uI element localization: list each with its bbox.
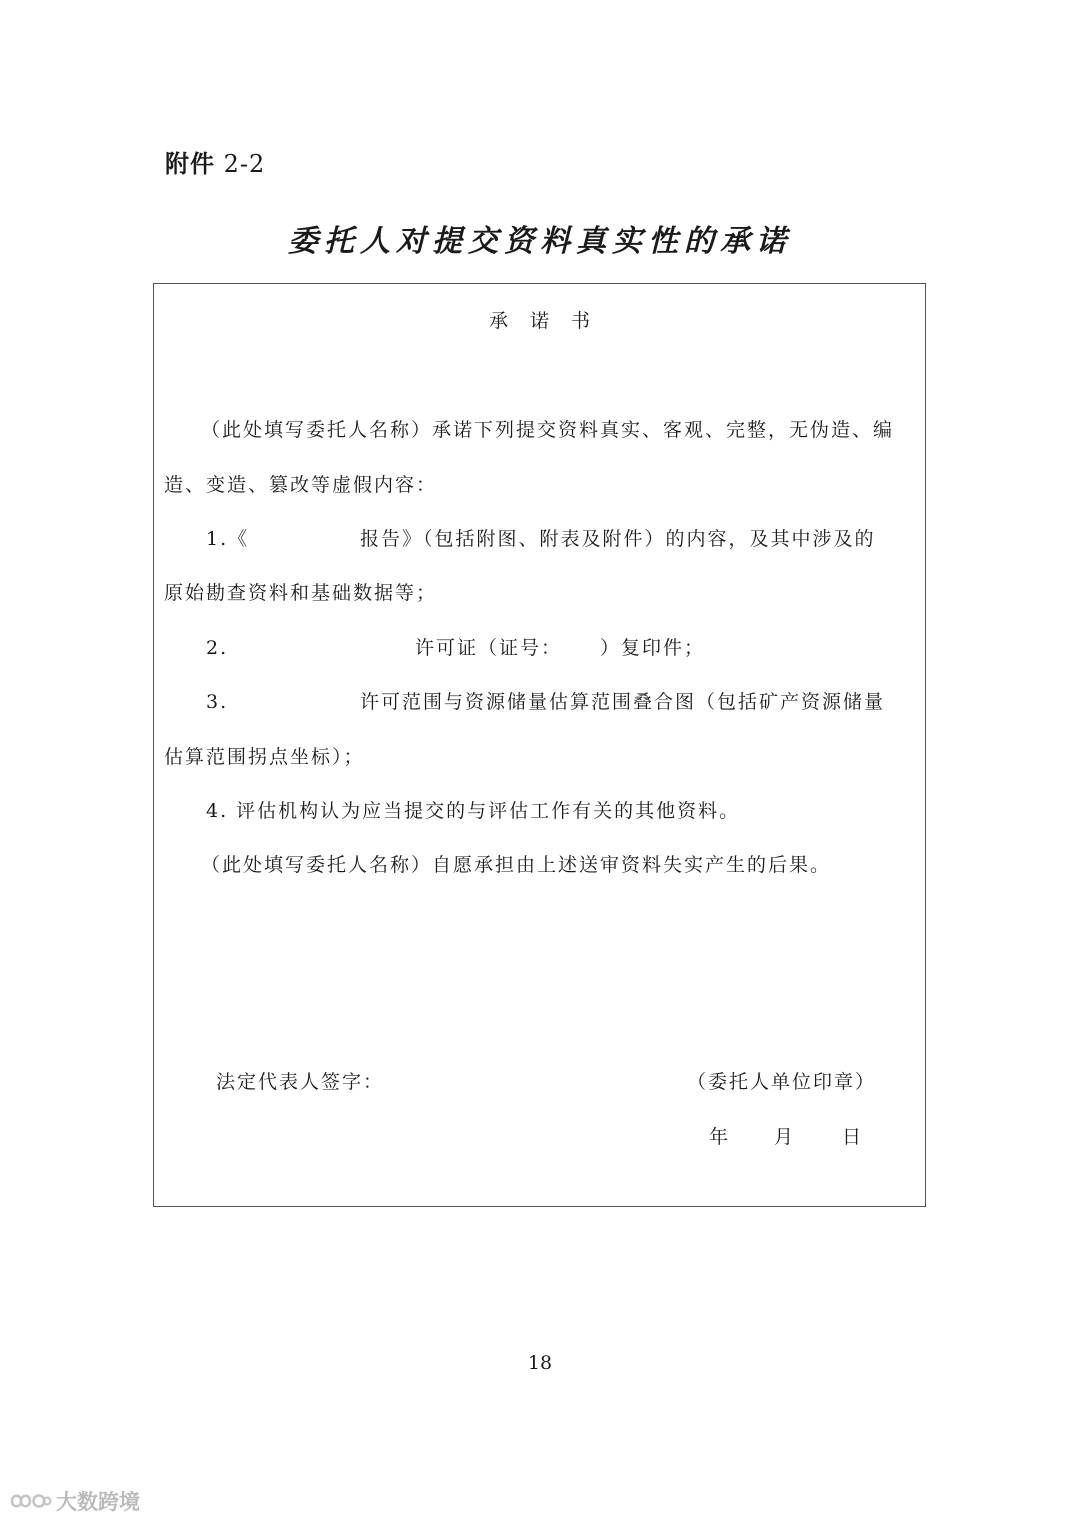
letter-heading: 承诺书	[488, 310, 612, 332]
item-3-text: 许可范围与资源储量估算范围叠合图（包括矿产资源储量	[360, 691, 886, 713]
item-3-line-2: 估算范围拐点坐标）；	[164, 746, 365, 768]
signature-label: 法定代表人签字：	[216, 1071, 385, 1093]
intro-line-1: （此处填写委托人名称）承诺下列提交资料真实、客观、完整，无伪造、编	[201, 419, 895, 441]
page-number: 18	[527, 1352, 553, 1374]
item-1-number: 1.《	[206, 528, 250, 550]
item-1-text: 报告》（包括附图、附表及附件）的内容，及其中涉及的	[360, 528, 876, 550]
watermark-text: 大数跨境	[56, 1490, 140, 1514]
date-day: 日	[842, 1126, 864, 1148]
closing-statement: （此处填写委托人名称）自愿承担由上述送审资料失实产生的后果。	[201, 854, 832, 876]
item-3-number: 3.	[206, 691, 229, 713]
item-2-text: 许可证（证号：	[415, 637, 563, 659]
date-year: 年	[709, 1126, 731, 1148]
attachment-number: 2-2	[223, 150, 266, 178]
infinity-logo-icon	[10, 1488, 52, 1514]
item-1-line-2: 原始勘查资料和基础数据等；	[164, 582, 438, 604]
date-month: 月	[774, 1126, 796, 1148]
item-2-tail: ）复印件；	[600, 637, 706, 659]
attachment-label	[165, 148, 265, 180]
item-4: 4. 评估机构认为应当提交的与评估工作有关的其他资料。	[206, 800, 741, 822]
document-title: 委托人对提交资料真实性的承诺	[288, 224, 792, 259]
attachment-prefix: 附件	[165, 150, 215, 178]
intro-line-2: 造、变造、篡改等虚假内容：	[164, 474, 438, 496]
watermark	[10, 1486, 140, 1516]
seal-label: （委托人单位印章）	[687, 1071, 877, 1093]
commitment-letter-box	[153, 283, 926, 1207]
item-2-number: 2.	[206, 637, 229, 659]
